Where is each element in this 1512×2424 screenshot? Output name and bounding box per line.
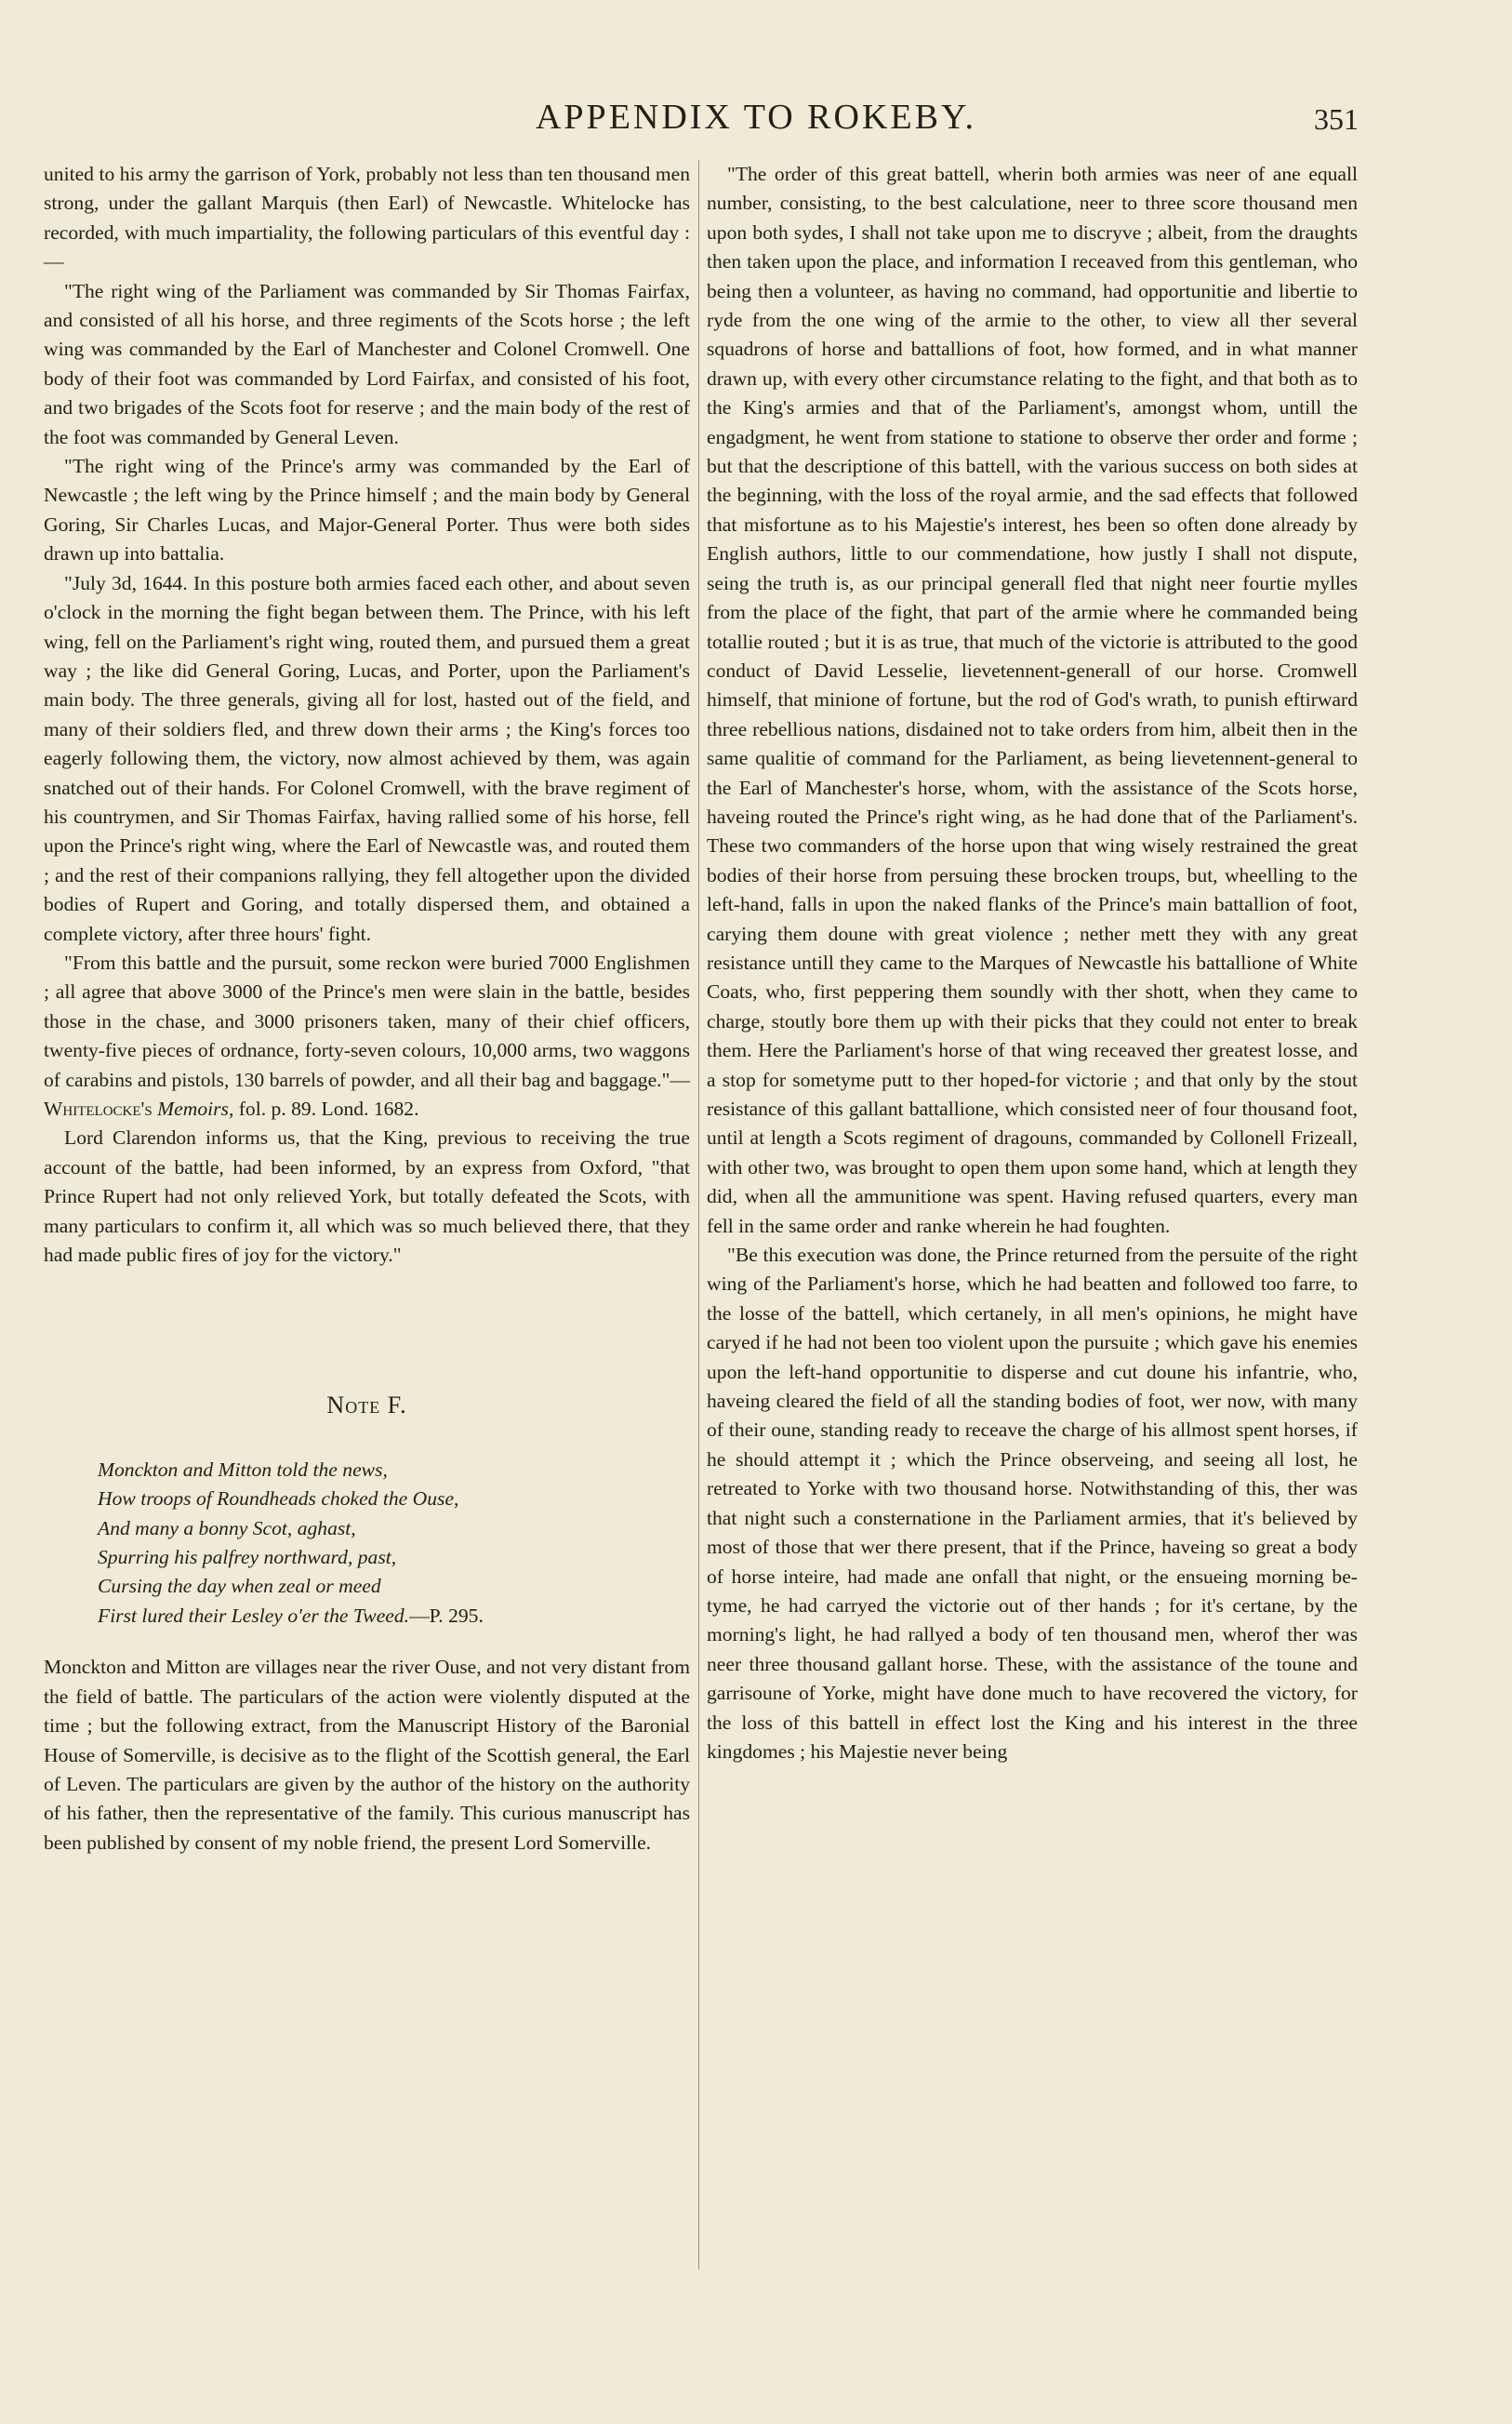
paragraph: "July 3d, 1644. In this posture both armies faced each other, and about seven o'clock in the morning the fight began between them. The Prince, with his left wing, fell on the Parliament's right wing, routed them, and pursued them a great way ; the like did General Goring, Lucas, and Porter, upon the Parliament's main body. The three generals, giving all for lost, hasted out of the field, and many of their soldiers fled, and threw down their arms ; the King's forces too eagerly following them, the victory, now almost achieved by them, was again snatched out of their hands. For Colonel Cromwell, with the brave regiment of his countrymen, and Sir Thomas Fairfax, having rallied some of his horse, fell upon the Prince's right wing, where the Earl of Newcastle was, and routed them ; and the rest of their companions rallying, they fell altogether upon the divided bodies of Rupert and Goring, and totally dispersed them, and obtained a complete victory, after three hours' fight. (44, 571, 690, 945)
paragraph: "Be this execution was done, the Prince returned from the persuite of the right wing of the Parliament's horse, which he had beatten and followed too farre, to the losse of the battell, which certanely, in all men's opinions, he might have caryed if he had not been too violent upon the pursuite ; which gave his enemies upon the left-hand opportunitie to disperse and cut doune his infantrie, who, haveing cleared the field of all the standing bodies of foot, wer now, with many of their oune, standing ready to receave the charge of his allmost spent horses, if he should attempt it ; which the Prince observeing, and seeing all lost, he retreated to Yorke with two thousand horse. Notwithstanding of this, ther was that night such a consternatione in the Parliament armies, that it's believed by most of those that wer there present, that if the Prince, haveing so great a body of horse inteire, had made ane onfall that night, or the ensueing morning be-tyme, he had carryed the victorie out of ther hands ; for it's certane, by the morning's light, he had rallyed a body of ten thousand men, wherof ther was neer three thousand gallant horse. These, with the assistance of the toune and garrisoune of Yorke, might have done much to have recovered the victory, for the loss of this battell in effect lost the King and his interest in the three kingdomes ; his Majestie never being (707, 1244, 1358, 1763)
paragraph-with-citation (44, 949, 690, 1124)
citation-work: Memoirs, (157, 1098, 234, 1120)
page-number: 351 (1314, 102, 1359, 136)
note-heading: Note F. (326, 1392, 407, 1419)
column-divider (698, 160, 699, 2270)
left-column (44, 160, 690, 1858)
verse-epigraph (98, 1456, 690, 1631)
verse-line: Monckton and Mitton told the news, (98, 1458, 388, 1481)
verse-line: And many a bonny Scot, aghast, (98, 1516, 356, 1539)
paragraph: "The right wing of the Prince's army was commanded by the Earl of Newcastle ; the left wing by the Prince himself ; and the main body by General Goring, Sir Charles Lucas, and Major-General Porter. Thus were both sides drawn up into battalia. (44, 455, 690, 566)
verse-line: How troops of Roundheads choked the Ouse, (98, 1487, 459, 1511)
paragraph-text: "From this battle and the pursuit, some reckon were buried 7000 Englishmen ; all agree that above 3000 of the Prince's men were slain in the battle, besides those in the chase, and 3000 prisoners taken, many of their chief officers, twenty-five pieces of ordnance, forty-seven colours, 10,000 arms, two waggons of carabins and pistols, 130 barrels of powder, and all their bag and baggage."— (44, 951, 690, 1091)
paragraph: "The order of this great battell, wherin both armies was neer of ane equall number, consisting, to the best calculatione, neer to three score thousand men upon both sydes, I shall not take upon me to discryve ; albeit, from the draughts then taken upon the place, and information I receaved from this gentleman, who being then a volunteer, as having no command, had opportunitie and libertie to ryde from the one wing of the armie to the other, to view all ther several squadrons of horse and battallions of foot, how formed, and in what manner drawn up, with every other circumstance relating to the fight, and that both as to the King's armies and that of the Parliament's, amongst whom, untill the engadgment, he went from statione to statione to observe ther order and forme ; but that the descriptione of this battell, with the various success on both sides at the beginning, with the loss of the royal armie, and the sad effects that followed that misfortune as to his Majestie's interest, hes been so often done already by English authors, little to our commendatione, how justly I shall not dispute, seing the truth is, as our principal generall fled that night neer fourtie mylles from the place of the fight, that part of the armie where he commanded being totallie routed ; but it is as true, that much of the victorie is attributed to the good conduct of David Lesselie, lievetennent-generall of our horse. Cromwell himself, that minione of fortune, but the rod of God's wrath, to punish eftirward three rebellious nations, disdained not to take orders from him, albeit then in the same qualitie of command for the Parliament, as being lievetennent-general to the Earl of Manchester's horse, whom, with the assistance of the Scots horse, haveing routed the Prince's right wing, as he had done that of the Parliament's. These two commanders of the horse upon that wing wisely restrained the great bodies of their horse from persuing these brocken troups, but, wheelling to the left-hand, falls in upon the naked flanks of the Prince's main battallion of foot, carying them doune with great violence ; nether mett they with any great resistance untill they came to the Marques of Newcastle his battallione of White Coats, who, first peppering them soundly with ther shott, when they came to charge, stoutly bore them up with their picks that they could not enter to break them. Here the Parliament's horse of that wing receaved ther greatest losse, and a stop for sometyme putt to ther hoped-for victorie ; and that only by the stout resistance of this gallant battallione, which consisted neer of four thousand foot, until at length a Scots regiment of dragouns, commanded by Collonell Frizeall, with other two, was brought to open them upon some hand, which at length they did, when all the ammunitione was spent. Having refused quarters, every man fell in the same order and ranke wherein he had foughten. (707, 163, 1358, 1237)
verse-line: Spurring his palfrey northward, past, (98, 1546, 397, 1569)
running-title: APPENDIX TO ROKEBY. (535, 98, 977, 137)
verse-line-last (98, 1602, 690, 1631)
citation-author: Whitelocke's (44, 1098, 153, 1120)
verse-line: First lured their Lesley o'er the Tweed. (98, 1604, 410, 1627)
right-column (707, 160, 1358, 1766)
citation-rest: fol. p. 89. Lond. 1682. (233, 1098, 419, 1120)
paragraph: Lord Clarendon informs us, that the King, previous to receiving the true account of the battle, had been informed, by an express from Oxford, "that Prince Rupert had not only relieved York, but totally defeated the Scots, with many particulars to confirm it, all which was so much believed there, that they had made public fires of joy for the victory." (44, 1126, 690, 1267)
paragraph: united to his army the garrison of York, probably not less than ten thousand men strong, under the gallant Marquis (then Earl) of Newcastle. Whitelocke has recorded, with much impartiality, the following particulars of this eventful day :— (44, 163, 690, 273)
verse-line: Cursing the day when zeal or meed (98, 1575, 381, 1598)
paragraph: "The right wing of the Parliament was commanded by Sir Thomas Fairfax, and consisted of all his horse, and three regiments of the Scots horse ; the left wing was commanded by the Earl of Manchester and Colonel Cromwell. One body of their foot was commanded by Lord Fairfax, and consisted of his foot, and two brigades of the Scots foot for reserve ; and the main body of the rest of the foot was commanded by General Leven. (44, 279, 690, 448)
running-head (0, 97, 1512, 141)
verse-reference: —P. 295. (409, 1604, 484, 1627)
paragraph: Monckton and Mitton are villages near the river Ouse, and not very distant from the field of battle. The particulars of the action were violently disputed at the time ; but the following extract, from the Manuscript History of the Baronial House of Somerville, is decisive as to the flight of the Scottish general, the Earl of Leven. The particulars are given by the author of the history on the authority of his father, then the representative of the family. This curious manuscript has been published by consent of my noble friend, the present Lord Somerville. (44, 1656, 690, 1854)
